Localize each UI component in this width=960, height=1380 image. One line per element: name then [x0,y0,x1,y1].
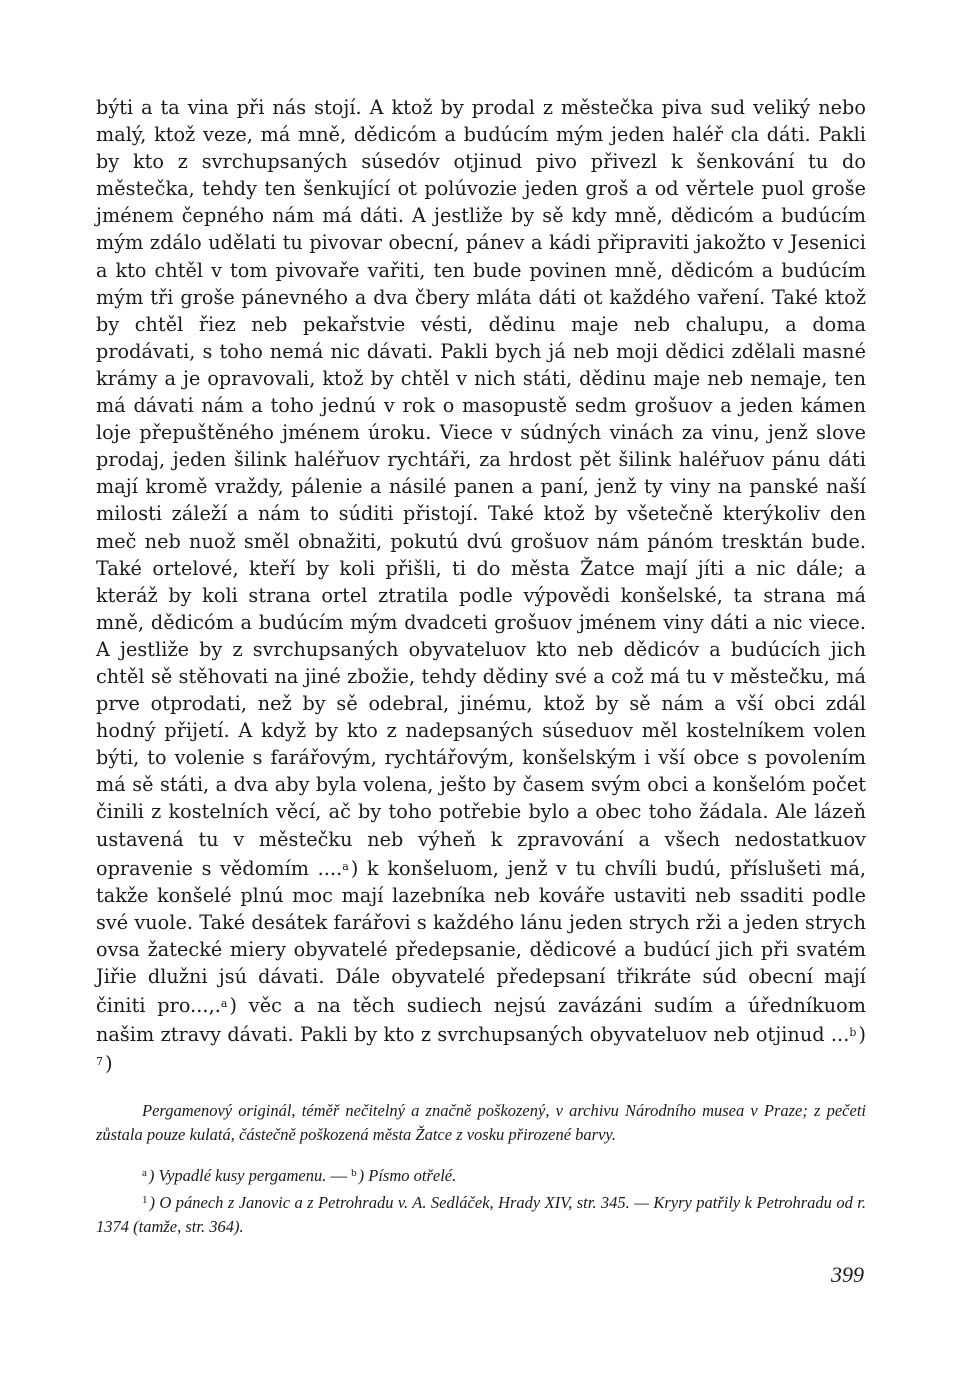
footnote-ref-7: 7 [96,1055,104,1069]
footnote-a-mark: a [142,1167,147,1180]
footnote-ref-a-2: a [220,997,228,1011]
body-text-part-3: ) věc a na těch sudiech nejsú zavázáni sudím a úředníkuom našim ztravy dávati. Pakli by kto z svrchupsaných obyvateluov neb otjinud ... [96,994,866,1047]
charter-body-text [96,94,866,1077]
footnote-1-mark: 1 [142,1194,148,1207]
body-text-part-5: ) [105,1052,113,1076]
body-text-part-4: ) [858,1023,866,1047]
page-number: 399 [831,1262,864,1287]
footnote-b-mark: b [351,1167,357,1180]
body-text-part-2: ) k konšeluom, jenž v tu chvíli budú, příslušeti má, takže konšelé plnú moc mají lazebníka neb kováře ustaviti neb ssaditi podle své vuole. Také desátek farářovi s každého lánu jeden strych rži a jeden strych ovsa žatecké miery obyvatelé předepsanie, dědicové a budúcí jich při svatém Jiřie dlužni jsú dávati. Dále obyvatelé předepsaní třikráte súd obecní mají činiti pro...,. [96,856,866,1018]
footnote-ref-a: a [342,859,349,873]
footnotes [96,1161,866,1239]
footnote-1-text: ) O pánech z Janovic a z Petrohradu v. A. Sedláček, Hrady XIV, str. 345. — Kryry patřily k Petrohradu od r. 1374 (tamže, str. 364). [96,1193,866,1237]
footnote-a-b [96,1161,866,1188]
footnote-b-text: ) Písmo otřelé. [358,1166,457,1186]
footnote-separator: — [326,1166,352,1186]
footnote-1 [96,1188,866,1239]
source-note: Pergamenový originál, téměř nečitelný a značně poškozený, v archivu Národního musea v Praze; z pečeti zůstala pouze kulatá, částečně poškozená města Žatce z vosku přirozené barvy. [96,1101,866,1145]
footnote-a-text: ) Vypadlé kusy pergamenu. [148,1166,327,1186]
body-text-part-1: býti a ta vina při nás stojí. A ktož by prodal z městečka piva sud veliký nebo malý, ktož veze, má mně, dědicóm a budúcím mým jeden haléř cla dáti. Pakli by kto z svrchupsaných súsedóv otjinud pivo přivezl k šenkování tu do městečka, tehdy ten šenkující ot polúvozie jeden groš a od věrtele puol groše jménem čepného nám má dáti. A jestliže by sě kdy mně, dědicóm a budúcím mým zdálo udělati tu pivovar obecní, pánev a kádi připraviti jakožto v Jesenici a kto chtěl v tom pivovaře vařiti, ten bude povinen mně, dědicóm a budúcím mým tři groše pánevného a dva čbery mláta dáti ot každého vaření. Také ktož by chtěl řiez neb pekařstvie vésti, dědinu maje neb chalupu, a doma prodávati, s toho nemá nic dávati. Pakli bych já neb moji dědici zdělali masné krámy a je opravovali, ktož by chtěl v nich státi, dědinu maje neb nemaje, ten má dávati nám a toho jednú v rok o masopustě sedm grošuov a jeden kámen loje přepuštěného jménem úroku. Viece v súdných vinách za vinu, jenž slove prodaj, jeden šilink haléřuov rychtáři, za hrdost pět šilink haléřuov pánu dáti mají kromě vraždy, pálenie a násilé panen a paní, jenž ty viny na panské naší milosti záleží a nám to súditi přistojí. Také ktož by všetečně kterýkoliv den meč neb nuož směl obnažiti, pokutú dvú grošuov nám pánóm tresktán bude. Také ortelové, kteří by koli přišli, ti do města Žatce mají jíti a nic dále; a kteráž by koli strana ortel ztratila podle výpovědi konšelské, ta strana má mně, dědicóm a budúcím mým dvadceti grošuov jménem viny dáti a nic viece. A jestliže by z svrchupsaných obyvateluov kto neb dědicóv a budúcích jich chtěl sě stěhovati na jiné zbožie, tehdy dědiny své a což má tu v městečku, má prve otprodati, než by sě odebral, jinému, ktož by sě nám a vší obci zdál hodný přijetí. A když by kto z nadepsaných súseduov měl kostelníkem volen býti, to volenie s farářovým, rychtářovým, konšelským i vší obce s povolením má sě státi, a dva aby byla volena, ješto by časem svým obci a konšelóm počet činili z kostelních věcí, ač by toho potřebie bylo a obec toho žádala. Ale lázeň ustavená tu v městečku neb výheň k zpravování a všech nedostatkuov opravenie s vědomím .... [96,96,866,880]
page [96,94,866,1239]
footnote-ref-b: b [849,1026,857,1040]
